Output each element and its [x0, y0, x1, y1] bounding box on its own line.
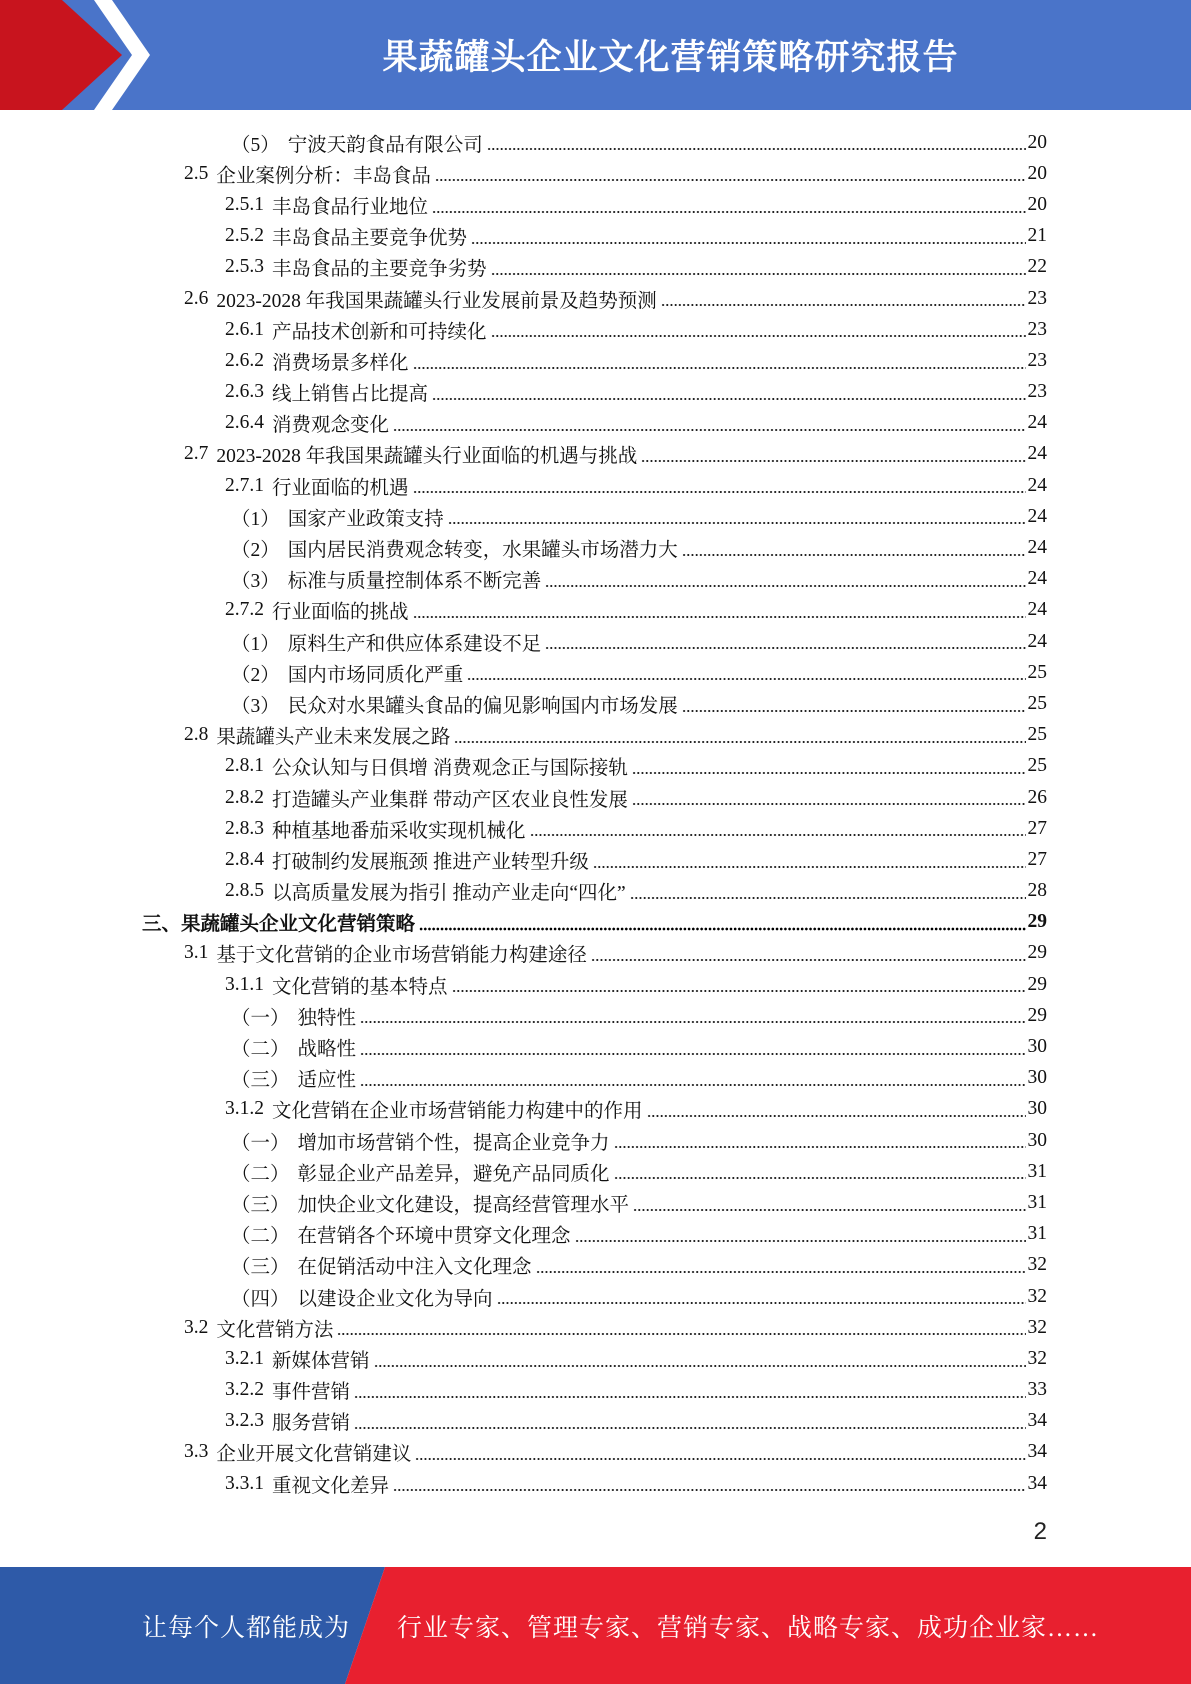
dot-leader [641, 459, 1025, 463]
toc-entry[interactable] [0, 1312, 1191, 1343]
toc-entry[interactable] [0, 1000, 1191, 1031]
toc-entry-title: 彰显企业产品差异，避免产品同质化 [297, 1163, 610, 1185]
toc-entry-number: （三） [231, 1070, 290, 1092]
toc-entry-title: 增加市场营销个性，提高企业竞争力 [297, 1132, 610, 1154]
toc-entry-number: （二） [231, 1163, 290, 1185]
toc-entry-title: 文化营销在企业市场营销能力构建中的作用 [272, 1101, 643, 1123]
toc-entry-number: 3.1.2 [225, 1098, 264, 1120]
toc-entry-title: 原料生产和供应体系建设不足 [287, 633, 542, 655]
dot-leader [682, 709, 1026, 713]
toc-entry[interactable] [0, 1125, 1191, 1156]
toc-entry[interactable] [0, 127, 1191, 158]
toc-entry-page: 32 [1027, 1254, 1047, 1276]
table-of-contents [0, 127, 1191, 1499]
toc-entry[interactable] [0, 844, 1191, 875]
toc-entry-number: （2） [231, 664, 280, 686]
toc-entry-number: （一） [231, 1132, 290, 1154]
toc-entry-page: 29 [1027, 942, 1047, 964]
dot-leader [454, 740, 1025, 744]
toc-entry[interactable] [0, 408, 1191, 439]
dot-leader [682, 553, 1026, 557]
dot-leader [393, 1488, 1025, 1492]
toc-entry-title: 消费场景多样化 [272, 352, 409, 374]
page-header [0, 0, 1191, 110]
toc-entry-number: 2.8.3 [225, 817, 264, 839]
toc-entry[interactable] [0, 1375, 1191, 1406]
toc-entry-title: 服务营销 [272, 1413, 351, 1435]
toc-entry-title: 以建设企业文化为导向 [297, 1288, 493, 1310]
toc-entry-title: 2023-2028 年我国果蔬罐头行业面临的机遇与挑战 [216, 446, 638, 468]
dot-leader [415, 1457, 1025, 1461]
toc-entry-number: （3） [231, 695, 280, 717]
toc-entry-page: 20 [1027, 162, 1047, 184]
toc-entry-page: 22 [1027, 256, 1047, 278]
toc-entry-page: 24 [1027, 412, 1047, 434]
dot-leader [413, 615, 1026, 619]
toc-entry-page: 33 [1027, 1379, 1047, 1401]
toc-entry-title: 在促销活动中注入文化理念 [297, 1257, 532, 1279]
dot-leader [497, 1301, 1026, 1305]
toc-entry[interactable] [0, 470, 1191, 501]
toc-entry[interactable] [0, 720, 1191, 751]
toc-entry-page: 32 [1027, 1347, 1047, 1369]
toc-entry[interactable] [0, 532, 1191, 563]
dot-leader [467, 677, 1025, 681]
toc-entry[interactable] [0, 158, 1191, 189]
toc-entry-page: 20 [1027, 193, 1047, 215]
dot-leader [545, 646, 1025, 650]
toc-entry-page: 34 [1027, 1472, 1047, 1494]
dot-leader [614, 1176, 1026, 1180]
toc-entry-page: 23 [1027, 349, 1047, 371]
dot-leader [536, 1270, 1026, 1274]
toc-entry-number: 3.2.2 [225, 1379, 264, 1401]
toc-entry-number: 3.2 [184, 1316, 209, 1338]
toc-entry-page: 31 [1027, 1223, 1047, 1245]
dot-leader [354, 1395, 1025, 1399]
toc-entry-number: （3） [231, 571, 280, 593]
toc-entry-number: （三） [231, 1257, 290, 1279]
toc-entry-number: 2.8 [184, 724, 209, 746]
toc-entry-page: 29 [1027, 973, 1047, 995]
toc-entry-title: 丰岛食品的主要竞争劣势 [272, 259, 487, 281]
dot-leader [393, 428, 1025, 432]
toc-entry-page: 27 [1027, 848, 1047, 870]
toc-entry-page: 31 [1027, 1191, 1047, 1213]
toc-entry-number: （一） [231, 1007, 290, 1029]
toc-entry-page: 29 [1027, 911, 1047, 933]
toc-entry[interactable] [0, 595, 1191, 626]
toc-entry[interactable] [0, 1156, 1191, 1187]
toc-entry[interactable] [0, 1281, 1191, 1312]
dot-leader [360, 1083, 1025, 1087]
dot-leader [545, 584, 1025, 588]
toc-entry-title: 产品技术创新和可持续化 [272, 321, 487, 343]
toc-entry-number: 3.2.1 [225, 1347, 264, 1369]
toc-entry-title: 丰岛食品行业地位 [272, 196, 429, 218]
toc-entry-page: 25 [1027, 724, 1047, 746]
toc-entry-number: 3.3.1 [225, 1472, 264, 1494]
dot-leader [435, 178, 1026, 182]
toc-entry-number: 2.5 [184, 162, 209, 184]
toc-entry-page: 21 [1027, 225, 1047, 247]
toc-entry-number: 2.8.5 [225, 880, 264, 902]
toc-entry-number: 2.5.3 [225, 256, 264, 278]
dot-leader [360, 1020, 1025, 1024]
toc-entry-title: 事件营销 [272, 1382, 351, 1404]
toc-entry-number: 3.1.1 [225, 973, 264, 995]
toc-entry-page: 28 [1027, 880, 1047, 902]
toc-entry-number: （1） [231, 633, 280, 655]
toc-entry-title: 国家产业政策支持 [287, 508, 444, 530]
toc-entry-page: 20 [1027, 131, 1047, 153]
toc-entry-number: 2.5.1 [225, 193, 264, 215]
page-number: 2 [1033, 1518, 1047, 1545]
toc-entry-number: 2.8.4 [225, 848, 264, 870]
toc-entry-page: 32 [1027, 1285, 1047, 1307]
toc-entry[interactable] [0, 189, 1191, 220]
toc-entry-page: 23 [1027, 287, 1047, 309]
toc-entry-number: （三） [231, 1194, 290, 1216]
toc-entry[interactable] [0, 782, 1191, 813]
toc-entry-title: 独特性 [297, 1007, 357, 1029]
dot-leader [471, 241, 1025, 245]
toc-entry[interactable] [0, 1468, 1191, 1499]
toc-entry-title: 文化营销方法 [216, 1319, 334, 1341]
toc-entry-number: 3.2.3 [225, 1410, 264, 1432]
footer-slogan-right: 行业专家、管理专家、营销专家、战略专家、成功企业家…… [397, 1614, 1100, 1642]
toc-entry[interactable] [0, 1187, 1191, 1218]
toc-entry[interactable] [0, 876, 1191, 907]
toc-entry-title: 国内市场同质化严重 [287, 664, 464, 686]
dot-leader [448, 521, 1026, 525]
dot-leader [374, 1364, 1026, 1368]
toc-entry-title: 加快企业文化建设，提高经营管理水平 [297, 1194, 630, 1216]
toc-entry[interactable] [0, 938, 1191, 969]
toc-entry-page: 30 [1027, 1036, 1047, 1058]
toc-entry-page: 26 [1027, 786, 1047, 808]
toc-entry-title: 丰岛食品主要竞争优势 [272, 228, 468, 250]
toc-entry-number: （2） [231, 540, 280, 562]
dot-leader [632, 802, 1026, 806]
toc-entry-page: 24 [1027, 630, 1047, 652]
toc-entry[interactable] [0, 1063, 1191, 1094]
dot-leader [360, 1052, 1025, 1056]
toc-entry-page: 24 [1027, 568, 1047, 590]
toc-entry[interactable] [0, 626, 1191, 657]
toc-entry[interactable] [0, 657, 1191, 688]
toc-entry-title: 民众对水果罐头食品的偏见影响国内市场发展 [287, 695, 678, 717]
toc-entry[interactable] [0, 1343, 1191, 1374]
toc-entry-page: 31 [1027, 1160, 1047, 1182]
toc-entry-page: 25 [1027, 661, 1047, 683]
toc-entry[interactable] [0, 1094, 1191, 1125]
toc-entry[interactable] [0, 1406, 1191, 1437]
dot-leader [591, 958, 1026, 962]
toc-entry-title: 宁波天韵食品有限公司 [287, 134, 483, 156]
toc-entry-page: 25 [1027, 755, 1047, 777]
toc-entry-number: 2.6.1 [225, 318, 264, 340]
dot-leader [661, 303, 1026, 307]
toc-entry-title: 基于文化营销的企业市场营销能力构建途径 [216, 945, 587, 967]
toc-entry-title: 企业案例分析：丰岛食品 [216, 165, 431, 187]
toc-entry-number: 2.7.2 [225, 599, 264, 621]
toc-entry-number: （5） [231, 134, 280, 156]
dot-leader [633, 1208, 1025, 1212]
toc-entry-number: （1） [231, 508, 280, 530]
dot-leader [614, 1145, 1026, 1149]
dot-leader [632, 771, 1026, 775]
toc-entry[interactable] [0, 1219, 1191, 1250]
toc-entry-title: 打造罐头产业集群 带动产区农业良性发展 [272, 789, 628, 811]
toc-entry-title: 以高质量发展为指引 推动产业走向“四化” [272, 883, 626, 905]
toc-entry[interactable] [0, 1437, 1191, 1468]
toc-entry[interactable] [0, 252, 1191, 283]
toc-entry-title: 果蔬罐头产业未来发展之路 [216, 727, 451, 749]
toc-entry-title: 线上销售占比提高 [272, 384, 429, 406]
toc-entry-page: 24 [1027, 505, 1047, 527]
toc-entry-page: 24 [1027, 474, 1047, 496]
toc-entry[interactable] [0, 564, 1191, 595]
dot-leader [354, 1426, 1025, 1430]
toc-entry-number: 2.5.2 [225, 225, 264, 247]
toc-entry-page: 32 [1027, 1316, 1047, 1338]
toc-entry-number: 2.7 [184, 443, 209, 465]
toc-entry-number: （二） [231, 1226, 290, 1248]
toc-entry-page: 30 [1027, 1129, 1047, 1151]
toc-entry-title: 打破制约发展瓶颈 推进产业转型升级 [272, 851, 589, 873]
toc-entry-title: 标准与质量控制体系不断完善 [287, 571, 542, 593]
toc-entry-page: 24 [1027, 537, 1047, 559]
toc-entry-page: 24 [1027, 599, 1047, 621]
dot-leader [413, 366, 1026, 370]
toc-entry-number: 3.3 [184, 1441, 209, 1463]
toc-entry[interactable] [0, 813, 1191, 844]
toc-entry-title: 2023-2028 年我国果蔬罐头行业发展前景及趋势预测 [216, 290, 657, 312]
dot-leader [452, 989, 1026, 993]
toc-entry[interactable] [0, 439, 1191, 470]
toc-entry-number: 3.1 [184, 942, 209, 964]
toc-entry-page: 23 [1027, 381, 1047, 403]
toc-entry-title: 三、果蔬罐头企业文化营销策略 [142, 914, 416, 936]
dot-leader [647, 1114, 1026, 1118]
page-title: 果蔬罐头企业文化营销策略研究报告 [382, 38, 959, 78]
toc-entry-number: 2.8.2 [225, 786, 264, 808]
toc-entry-number: 2.7.1 [225, 474, 264, 496]
toc-entry-title: 行业面临的机遇 [272, 477, 409, 499]
toc-entry-title: 消费观念变化 [272, 415, 390, 437]
toc-entry-number: 2.6.3 [225, 381, 264, 403]
toc-entry-title: 国内居民消费观念转变，水果罐头市场潜力大 [287, 540, 678, 562]
toc-entry[interactable] [0, 751, 1191, 782]
dot-leader [432, 397, 1025, 401]
toc-entry-page: 34 [1027, 1410, 1047, 1432]
toc-entry-number: 2.6 [184, 287, 209, 309]
dot-leader [337, 1332, 1025, 1336]
toc-entry-title: 文化营销的基本特点 [272, 976, 448, 998]
dot-leader [593, 865, 1026, 869]
toc-entry[interactable] [0, 501, 1191, 532]
dot-leader [575, 1239, 1026, 1243]
toc-entry-page: 23 [1027, 318, 1047, 340]
toc-entry[interactable] [0, 1250, 1191, 1281]
toc-entry[interactable] [0, 907, 1191, 938]
dot-leader [530, 833, 1026, 837]
toc-entry-title: 适应性 [297, 1070, 357, 1092]
dot-leader [487, 147, 1026, 151]
toc-entry-title: 重视文化差异 [272, 1475, 390, 1497]
toc-entry[interactable] [0, 377, 1191, 408]
page-footer [0, 1567, 1191, 1684]
toc-entry-number: （四） [231, 1288, 290, 1310]
toc-entry[interactable] [0, 688, 1191, 719]
toc-entry-number: 2.8.1 [225, 755, 264, 777]
toc-entry-title: 公众认知与日俱增 消费观念正与国际接轨 [272, 758, 628, 780]
dot-leader [419, 927, 1025, 931]
toc-entry-page: 30 [1027, 1098, 1047, 1120]
dot-leader [491, 272, 1026, 276]
toc-entry-title: 行业面临的挑战 [272, 602, 409, 624]
toc-entry-title: 战略性 [297, 1039, 357, 1061]
toc-entry-page: 27 [1027, 817, 1047, 839]
toc-entry[interactable] [0, 345, 1191, 376]
toc-entry-title: 在营销各个环境中贯穿文化理念 [297, 1226, 571, 1248]
toc-entry-page: 29 [1027, 1004, 1047, 1026]
toc-entry-title: 新媒体营销 [272, 1350, 370, 1372]
toc-entry-title: 企业开展文化营销建议 [216, 1444, 412, 1466]
toc-entry-number: 2.6.2 [225, 349, 264, 371]
dot-leader [630, 896, 1026, 900]
dot-leader [432, 210, 1025, 214]
toc-entry[interactable] [0, 1031, 1191, 1062]
toc-entry-number: 2.6.4 [225, 412, 264, 434]
toc-entry-number: （二） [231, 1039, 290, 1061]
toc-entry[interactable] [0, 283, 1191, 314]
toc-entry-page: 34 [1027, 1441, 1047, 1463]
toc-entry[interactable] [0, 221, 1191, 252]
toc-entry[interactable] [0, 969, 1191, 1000]
toc-entry[interactable] [0, 314, 1191, 345]
dot-leader [491, 334, 1026, 338]
toc-entry-title: 种植基地番茄采收实现机械化 [272, 820, 526, 842]
footer-slogan-left: 让每个人都能成为 [142, 1614, 351, 1642]
toc-entry-page: 25 [1027, 692, 1047, 714]
dot-leader [413, 490, 1026, 494]
toc-entry-page: 24 [1027, 443, 1047, 465]
toc-entry-page: 30 [1027, 1067, 1047, 1089]
